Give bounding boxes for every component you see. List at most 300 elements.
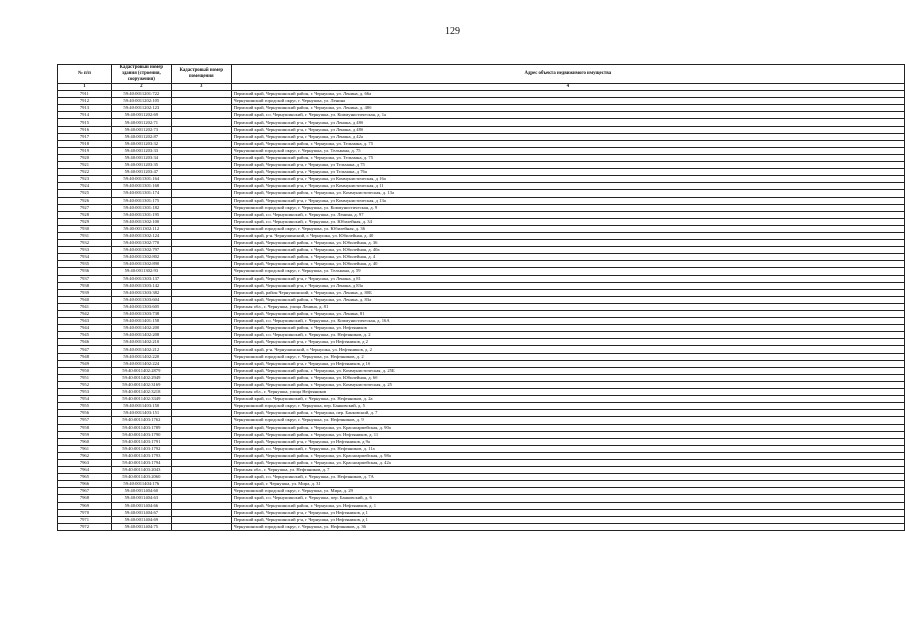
address: Пермский край, Чернушинский р-н, г Чернушка, ул Нефтяников, д 1 (231, 516, 904, 523)
table-row (58, 523, 905, 530)
header-no: № п/п (58, 65, 112, 84)
cadastral-number: 59:40:0011402:3169 (111, 381, 171, 388)
room-cadastral-number (171, 91, 231, 98)
row-number: 7927 (58, 204, 112, 211)
row-number: 7915 (58, 119, 112, 126)
address: Пермский край, г.о. Чернушинский, г. Чернушка, ул. Ленина, д. 97 (231, 211, 904, 218)
row-number: 7921 (58, 162, 112, 169)
row-number: 7922 (58, 169, 112, 176)
room-cadastral-number (171, 162, 231, 169)
table-row (58, 374, 905, 381)
room-cadastral-number (171, 133, 231, 140)
table-body (58, 91, 905, 531)
address: Пермская обл., г. Чернушка, ул. Нефтяников, д. 7 (231, 467, 904, 474)
row-number: 7964 (58, 467, 112, 474)
address: Пермский край, Чернушинский район, г. Чернушка, ул. Юбилейная, д. 4 (231, 254, 904, 261)
cadastral-number: 59:40:0011402:200 (111, 325, 171, 332)
row-number: 7932 (58, 240, 112, 247)
address: Пермский край, Чернушинский р-н, г Чернушка, ул Ленина, д 81 (231, 275, 904, 282)
row-number: 7956 (58, 410, 112, 417)
room-cadastral-number (171, 325, 231, 332)
room-cadastral-number (171, 147, 231, 154)
row-number: 7945 (58, 332, 112, 339)
col-number-1: 1 (58, 84, 112, 91)
cadastral-number: 59:40:0011303:604 (111, 296, 171, 303)
row-number: 7941 (58, 303, 112, 310)
row-number: 7944 (58, 325, 112, 332)
table-row (58, 169, 905, 176)
address: Пермский край, Чернушинский р-н, г Чернушка, ул Тельмана, д 75 (231, 162, 904, 169)
address: Пермский край, Чернушинский район, г. Чернушка, ул. Красноармейская, д. 90а (231, 424, 904, 431)
room-cadastral-number (171, 154, 231, 161)
row-number: 7930 (58, 225, 112, 232)
room-cadastral-number (171, 126, 231, 133)
address: Чернушинский городской округ, г. Чернушка, ул. Ленина (231, 98, 904, 105)
cadastral-number: 59:40:0011403:1792 (111, 445, 171, 452)
row-number: 7936 (58, 268, 112, 275)
address: Пермский край, Чернушинский район, г. Чернушка, ул. Юбилейная, д. 40а (231, 247, 904, 254)
cadastral-number: 59:40:0011402:220 (111, 353, 171, 360)
room-cadastral-number (171, 445, 231, 452)
cadastral-number: 59:40:0011402:224 (111, 360, 171, 367)
cadastral-number: 59:40:0011302:100 (111, 218, 171, 225)
cadastral-number: 59:40:0011404:75 (111, 523, 171, 530)
table-row (58, 204, 905, 211)
cadastral-number: 59:40:0011203:32 (111, 140, 171, 147)
room-cadastral-number (171, 105, 231, 112)
cadastral-number: 59:40:0011303:137 (111, 275, 171, 282)
address: Пермский край, Чернушинский район, г. Чернушка, ул. Юбилейная, д. 6б (231, 374, 904, 381)
table-row (58, 339, 905, 346)
cadastral-number: 59:40:0011302:770 (111, 240, 171, 247)
room-cadastral-number (171, 232, 231, 239)
table-row (58, 225, 905, 232)
room-cadastral-number (171, 502, 231, 509)
row-number: 7969 (58, 502, 112, 509)
room-cadastral-number (171, 452, 231, 459)
address: Пермский край, р-н. Чернушинский, г. Чернушка, ул. Нефтяников, д. 2 (231, 346, 904, 353)
cadastral-number: 59:40:0011403:151 (111, 410, 171, 417)
table-row (58, 389, 905, 396)
cadastral-number: 59:40:0011302:112 (111, 225, 171, 232)
room-cadastral-number (171, 389, 231, 396)
address: Пермский край, Чернушинский р-н, г Чернушка, ул Ленина, д 83а (231, 282, 904, 289)
row-number: 7934 (58, 254, 112, 261)
room-cadastral-number (171, 303, 231, 310)
room-cadastral-number (171, 367, 231, 374)
row-number: 7961 (58, 445, 112, 452)
table-row (58, 119, 905, 126)
room-cadastral-number (171, 211, 231, 218)
row-number: 7918 (58, 140, 112, 147)
row-number: 7957 (58, 417, 112, 424)
cadastral-number: 59:40:0011404:60 (111, 488, 171, 495)
row-number: 7959 (58, 431, 112, 438)
address: Пермский край, район Чернушинский, г. Чернушка, ул. Ленина, д. 80Б (231, 289, 904, 296)
room-cadastral-number (171, 381, 231, 388)
cadastral-number: 59:40:0011302:890 (111, 261, 171, 268)
cadastral-number: 59:40:0011403:2043 (111, 467, 171, 474)
table-row (58, 240, 905, 247)
row-number: 7939 (58, 289, 112, 296)
room-cadastral-number (171, 169, 231, 176)
cadastral-number: 59:40:0011403:1794 (111, 459, 171, 466)
table-row (58, 232, 905, 239)
header-address: Адрес объекта недвижимого имущества (231, 65, 904, 84)
table-row (58, 140, 905, 147)
row-number: 7946 (58, 339, 112, 346)
cadastral-number: 59:40:0011202:87 (111, 133, 171, 140)
address: Пермский край, Чернушинский р-н, г Чернушка, ул Коммунистическая, д 13а (231, 197, 904, 204)
address: Чернушинский городской округ, г. Чернушка, ул. Мира, д. 29 (231, 488, 904, 495)
table-row (58, 303, 905, 310)
room-cadastral-number (171, 204, 231, 211)
room-cadastral-number (171, 311, 231, 318)
table-row (58, 268, 905, 275)
cadastral-number: 59:40:0011404:69 (111, 516, 171, 523)
room-cadastral-number (171, 268, 231, 275)
address: Пермский край, Чернушинский район, г. Чернушка, ул. Тельмана, д. 75 (231, 140, 904, 147)
row-number: 7926 (58, 197, 112, 204)
room-cadastral-number (171, 495, 231, 502)
table-row (58, 112, 905, 119)
table-row (58, 367, 905, 374)
address: Пермский край, Чернушинский р-н, г Чернушка, ул Тельмана, д 76а (231, 169, 904, 176)
header-cadastral-room: Кадастровый номер помещения (171, 65, 231, 84)
address: Пермский край, Чернушинский район, г. Чернушка, пер. Банковский, д. 7 (231, 410, 904, 417)
address: Пермский край, Чернушинский район, г. Чернушка, ул. Тельмана, д. 75 (231, 154, 904, 161)
room-cadastral-number (171, 254, 231, 261)
room-cadastral-number (171, 424, 231, 431)
row-number: 7960 (58, 438, 112, 445)
address: Чернушинский городской округ, г. Чернушка, ул. Тельмана, д. 75 (231, 147, 904, 154)
room-cadastral-number (171, 481, 231, 488)
address: Пермский край, г.о. Чернушинский, г. Чернушка, ул. Коммунистическая, д. 16А (231, 318, 904, 325)
row-number: 7942 (58, 311, 112, 318)
cadastral-number: 59:40:0011303:142 (111, 282, 171, 289)
cadastral-number: 59:40:0011202:105 (111, 98, 171, 105)
table-row (58, 133, 905, 140)
row-number: 7967 (58, 488, 112, 495)
cadastral-number: 59:40:0011203:34 (111, 154, 171, 161)
room-cadastral-number (171, 261, 231, 268)
room-cadastral-number (171, 282, 231, 289)
address: Пермская обл., г. Чернушка, улица Ленина, д. 81 (231, 303, 904, 310)
address: Пермский край, Чернушинский район, г. Чернушка, ул. Коммунистическая, д. 13а (231, 190, 904, 197)
address: Пермский край, Чернушинский район, г. Чернушка, ул. Коммунистическая, д. 25Б (231, 367, 904, 374)
table-row (58, 459, 905, 466)
row-number: 7971 (58, 516, 112, 523)
room-cadastral-number (171, 396, 231, 403)
address: Чернушинский городской округ, г. Чернушка, ул. Коммунистическая, д. 9 (231, 204, 904, 211)
cadastral-number: 59:40:0011402:208 (111, 332, 171, 339)
address: Пермский край, Чернушинский район, г. Чернушка, ул. Красноармейская, д. 42а (231, 459, 904, 466)
address: Чернушинский городской округ, г. Чернушка, ул. Нефтяников, д. 2 (231, 353, 904, 360)
cadastral-number: 59:40:0011202:123 (111, 105, 171, 112)
table-row (58, 282, 905, 289)
row-number: 7914 (58, 112, 112, 119)
cadastral-number: 59:40:0011402:212 (111, 346, 171, 353)
table-row (58, 424, 905, 431)
property-table (57, 64, 905, 531)
row-number: 7947 (58, 346, 112, 353)
row-number: 7912 (58, 98, 112, 105)
row-number: 7963 (58, 459, 112, 466)
address: Пермский край, г.о. Чернушинский, г. Чернушка, пер. Банковский, д. 6 (231, 495, 904, 502)
table-row (58, 197, 905, 204)
cadastral-number: 59:40:0011404:66 (111, 502, 171, 509)
room-cadastral-number (171, 240, 231, 247)
table-row (58, 403, 905, 410)
row-number: 7925 (58, 190, 112, 197)
room-cadastral-number (171, 467, 231, 474)
table-row (58, 325, 905, 332)
cadastral-number: 59:40:0011403:1791 (111, 438, 171, 445)
address: Пермский край, г.о. Чернушинский, г. Чернушка, ул. Коммунистическая, д. 1а (231, 112, 904, 119)
table-row (58, 431, 905, 438)
row-number: 7917 (58, 133, 112, 140)
cadastral-number: 59:40:0011203:47 (111, 169, 171, 176)
address: Пермский край, г. Чернушка, ул. Мира, д. 31 (231, 481, 904, 488)
row-number: 7923 (58, 176, 112, 183)
row-number: 7952 (58, 381, 112, 388)
cadastral-number: 59:40:0011302:93 (111, 268, 171, 275)
table-row (58, 509, 905, 516)
row-number: 7919 (58, 147, 112, 154)
row-number: 7948 (58, 353, 112, 360)
room-cadastral-number (171, 339, 231, 346)
table-row (58, 502, 905, 509)
cadastral-number: 59:40:0011404:176 (111, 481, 171, 488)
address: Пермская обл., г. Чернушка, улица Нефтяников (231, 389, 904, 396)
table-row (58, 396, 905, 403)
cadastral-number: 59:40:0011301:195 (111, 211, 171, 218)
cadastral-number: 59:40:0011402:210 (111, 339, 171, 346)
table-row (58, 410, 905, 417)
room-cadastral-number (171, 176, 231, 183)
room-cadastral-number (171, 289, 231, 296)
room-cadastral-number (171, 225, 231, 232)
row-number: 7970 (58, 509, 112, 516)
row-number: 7965 (58, 474, 112, 481)
room-cadastral-number (171, 218, 231, 225)
cadastral-number: 59:40:0011403:2060 (111, 474, 171, 481)
row-number: 7920 (58, 154, 112, 161)
address: Пермский край, Чернушинский район, г. Чернушка, ул. Коммунистическая, д. 25 (231, 381, 904, 388)
cadastral-number: 59:40:0011302:797 (111, 247, 171, 254)
cadastral-number: 59:40:0011201:722 (111, 91, 171, 98)
address: Чернушинский городской округ, г. Чернушка, пер. Банковский, д. 5 (231, 403, 904, 410)
cadastral-number: 59:40:0011403:1790 (111, 431, 171, 438)
address: Пермский край, Чернушинский р-н, г Чернушка, ул Ленина, д 42а (231, 133, 904, 140)
room-cadastral-number (171, 509, 231, 516)
room-cadastral-number (171, 353, 231, 360)
table-row (58, 126, 905, 133)
row-number: 7966 (58, 481, 112, 488)
cadastral-number: 59:40:0011202:69 (111, 112, 171, 119)
col-number-4: 4 (231, 84, 904, 91)
table-row (58, 289, 905, 296)
page-number: 129 (445, 26, 460, 37)
cadastral-number: 59:40:0011403:1762 (111, 417, 171, 424)
col-number-2: 2 (111, 84, 171, 91)
table-row (58, 190, 905, 197)
row-number: 7911 (58, 91, 112, 98)
room-cadastral-number (171, 332, 231, 339)
row-number: 7972 (58, 523, 112, 530)
address: Пермский край, Чернушинский р-н, г Чернушка, ул Коммунистическая, д 16а (231, 176, 904, 183)
table-row (58, 91, 905, 98)
room-cadastral-number (171, 98, 231, 105)
header-cadastral-building: Кадастровый номер здания (строения, сооружения) (111, 65, 171, 84)
table-row (58, 211, 905, 218)
row-number: 7958 (58, 424, 112, 431)
address: Пермский край, Чернушинский район, г. Чернушка, ул. Нефтяников (231, 325, 904, 332)
address: Пермский край, г.о. Чернушинский, г. Чернушка, ул. Нефтяников, д. 2а (231, 396, 904, 403)
row-number: 7924 (58, 183, 112, 190)
address: Пермский край, р-н. Чернушинский, г. Чернушка, ул. Юбилейная, д. 40 (231, 232, 904, 239)
cadastral-number: 59:40:0011303:382 (111, 289, 171, 296)
table-row (58, 474, 905, 481)
table-row (58, 154, 905, 161)
cadastral-number: 59:40:0011402:2879 (111, 367, 171, 374)
room-cadastral-number (171, 140, 231, 147)
table-row (58, 254, 905, 261)
table-row (58, 438, 905, 445)
cadastral-number: 59:40:0011301:174 (111, 190, 171, 197)
row-number: 7937 (58, 275, 112, 282)
cadastral-number: 59:40:0011403:1793 (111, 452, 171, 459)
address: Чернушинский городской округ, г. Чернушка, ул. Тельмана, д. 59 (231, 268, 904, 275)
address: Чернушинский городской округ, г. Чернушка, ул. Юбилейная, д. 36 (231, 225, 904, 232)
cadastral-number: 59:40:0011202:71 (111, 119, 171, 126)
room-cadastral-number (171, 410, 231, 417)
table-row (58, 360, 905, 367)
room-cadastral-number (171, 474, 231, 481)
address: Пермский край, г.о. Чернушинский, г. Чернушка, ул. Нефтяников, д. 7А (231, 474, 904, 481)
room-cadastral-number (171, 190, 231, 197)
cadastral-number: 59:40:0011403:1789 (111, 424, 171, 431)
cadastral-number: 59:40:0011404:67 (111, 509, 171, 516)
room-cadastral-number (171, 417, 231, 424)
address: Пермский край, Чернушинский район, г. Чернушка, ул. Ленина, 81 (231, 311, 904, 318)
cadastral-number: 59:40:0011302:124 (111, 232, 171, 239)
table-row (58, 318, 905, 325)
row-number: 7935 (58, 261, 112, 268)
address: Пермский край, Чернушинский р-н, г Чернушка, ул Ленина, д 48б (231, 126, 904, 133)
table-row (58, 516, 905, 523)
table-row (58, 162, 905, 169)
room-cadastral-number (171, 459, 231, 466)
address: Пермский край, Чернушинский район, г. Чернушка, ул. Ленина, д. 66а (231, 91, 904, 98)
address: Чернушинский городской округ, г. Чернушка, ул. Нефтяников, д. 36 (231, 523, 904, 530)
col-number-3: 3 (171, 84, 231, 91)
cadastral-number: 59:40:0011401:158 (111, 318, 171, 325)
table-row (58, 261, 905, 268)
cadastral-number: 59:40:0011402:3349 (111, 396, 171, 403)
table-row (58, 98, 905, 105)
table-row (58, 481, 905, 488)
cadastral-number: 59:40:0011402:2949 (111, 374, 171, 381)
row-number: 7962 (58, 452, 112, 459)
row-number: 7953 (58, 389, 112, 396)
room-cadastral-number (171, 523, 231, 530)
row-number: 7968 (58, 495, 112, 502)
address: Пермский край, Чернушинский район, г. Чернушка, ул. Юбилейная, д. 40 (231, 261, 904, 268)
cadastral-number: 59:40:0011402:3218 (111, 389, 171, 396)
room-cadastral-number (171, 183, 231, 190)
room-cadastral-number (171, 403, 231, 410)
room-cadastral-number (171, 318, 231, 325)
table-row (58, 311, 905, 318)
row-number: 7949 (58, 360, 112, 367)
address: Пермский край, г.о. Чернушинский, г. Чернушка, ул. Юбилейная, д. 34 (231, 218, 904, 225)
table-row (58, 332, 905, 339)
address: Пермский край, Чернушинский район, г. Чернушка, ул. Ленина, д. 48б (231, 105, 904, 112)
cadastral-number: 59:40:0011404:63 (111, 495, 171, 502)
address: Пермский край, г.о. Чернушинский, г. Чернушка, ул. Нефтяников, д. 2 (231, 332, 904, 339)
table-row (58, 183, 905, 190)
table-row (58, 346, 905, 353)
table-row (58, 218, 905, 225)
row-number: 7913 (58, 105, 112, 112)
row-number: 7954 (58, 396, 112, 403)
room-cadastral-number (171, 247, 231, 254)
address: Пермский край, Чернушинский район, г. Чернушка, ул. Красноармейская, д. 98а (231, 452, 904, 459)
address: Пермский край, Чернушинский район, г. Чернушка, ул. Нефтяников, д. 1 (231, 502, 904, 509)
cadastral-number: 59:40:0011301:182 (111, 204, 171, 211)
address: Пермский край, Чернушинский р-н, г Чернушка, ул Нефтяников, д 2 (231, 339, 904, 346)
row-number: 7950 (58, 367, 112, 374)
row-number: 7931 (58, 232, 112, 239)
room-cadastral-number (171, 346, 231, 353)
room-cadastral-number (171, 197, 231, 204)
row-number: 7916 (58, 126, 112, 133)
room-cadastral-number (171, 360, 231, 367)
cadastral-number: 59:40:0011203:35 (111, 162, 171, 169)
cadastral-number: 59:40:0011203:33 (111, 147, 171, 154)
cadastral-number: 59:40:0011301:168 (111, 183, 171, 190)
table-row (58, 417, 905, 424)
room-cadastral-number (171, 431, 231, 438)
room-cadastral-number (171, 119, 231, 126)
cadastral-number: 59:40:0011403:150 (111, 403, 171, 410)
table-row (58, 353, 905, 360)
address: Пермский край, Чернушинский район, г. Чернушка, ул. Нефтяников, д. 11 (231, 431, 904, 438)
address: Пермский край, Чернушинский р-н, г Чернушка, ул Нефтяников, д 1 (231, 509, 904, 516)
table-row (58, 296, 905, 303)
room-cadastral-number (171, 374, 231, 381)
table-row (58, 495, 905, 502)
table-row (58, 275, 905, 282)
address: Пермский край, Чернушинский район, г. Чернушка, ул. Ленина, д. 83а (231, 296, 904, 303)
room-cadastral-number (171, 296, 231, 303)
table-row (58, 105, 905, 112)
table-row (58, 488, 905, 495)
row-number: 7940 (58, 296, 112, 303)
address: Пермский край, Чернушинский район, г. Чернушка, ул. Юбилейная, д. 36 (231, 240, 904, 247)
row-number: 7933 (58, 247, 112, 254)
address: Пермский край, Чернушинский р-н, г Чернушка, ул Нефтяников, д 9а (231, 438, 904, 445)
address: Пермский край, Чернушинский р-н, г Чернушка, ул Коммунистическая, д 11 (231, 183, 904, 190)
row-number: 7938 (58, 282, 112, 289)
table-row (58, 445, 905, 452)
row-number: 7929 (58, 218, 112, 225)
table-row (58, 381, 905, 388)
room-cadastral-number (171, 112, 231, 119)
cadastral-number: 59:40:0011303:605 (111, 303, 171, 310)
room-cadastral-number (171, 516, 231, 523)
